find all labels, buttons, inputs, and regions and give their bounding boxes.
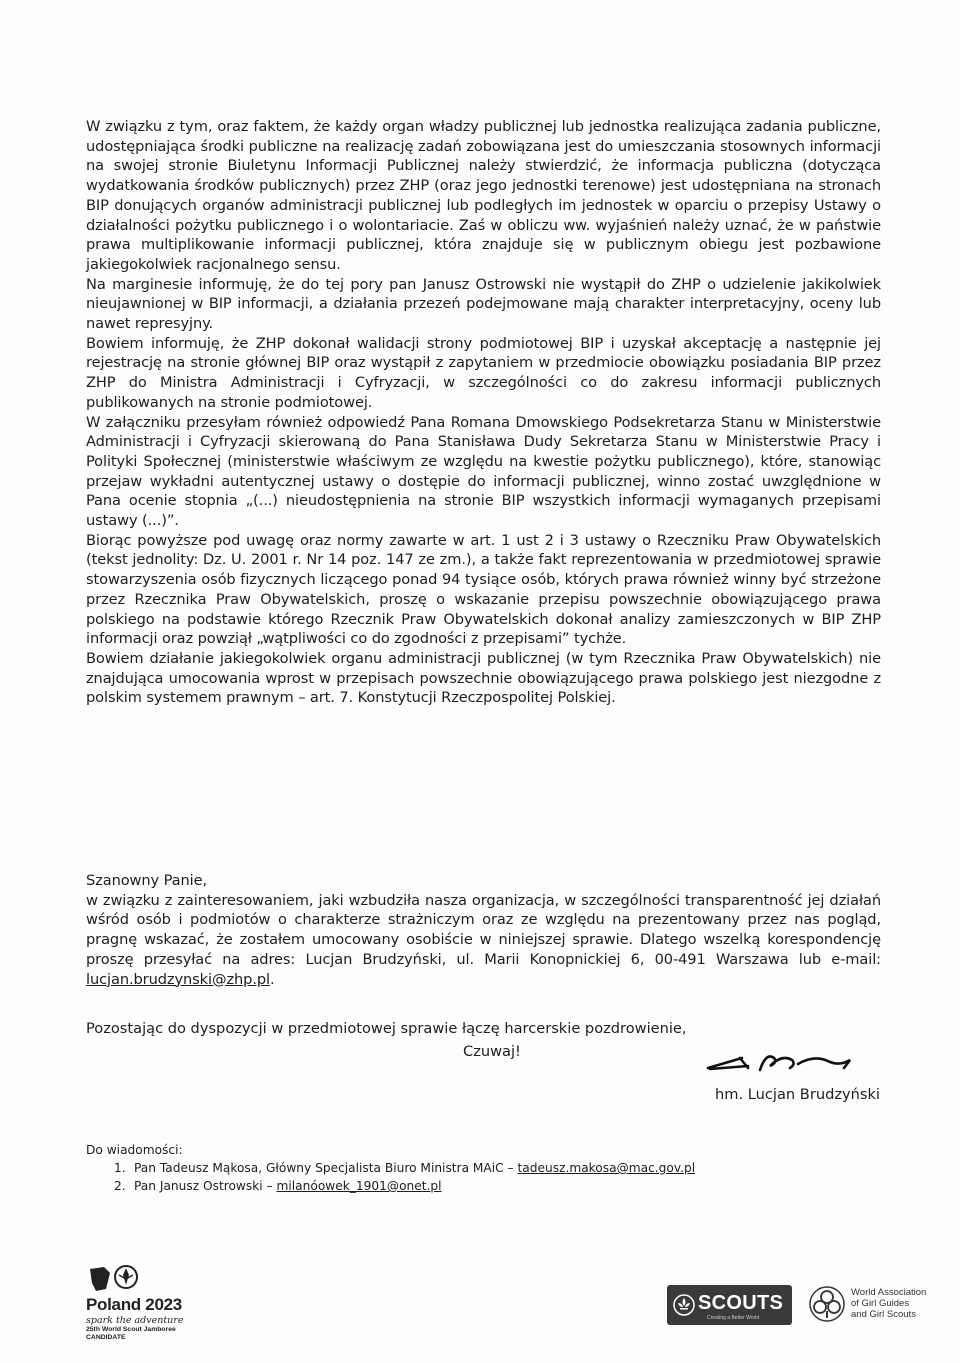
cc-text: Pan Janusz Ostrowski –	[134, 1179, 277, 1193]
paragraph: Bowiem informuję, że ZHP dokonał walidacji strony podmiotowej BIP i uzyskał akceptację a następnie jej rejestrację na stronie głównej BIP oraz wystąpił z zapytaniem w przedmiocie obowiązku posiadania BIP przez ZHP do Ministra Administracji i Cyfryzacji, w szczególności co do zakresu informacji publicznych publikowanych na stronie podmiotowej.	[86, 334, 881, 411]
cc-list	[86, 1141, 695, 1195]
wagggs-line: and Girl Scouts	[851, 1309, 916, 1320]
letter-body	[86, 117, 881, 708]
jamboree-logo	[86, 1263, 216, 1348]
regards-line: Pozostając do dyspozycji w przedmiotowej sprawie łączę harcerskie pozdrowienie,	[86, 1020, 687, 1037]
closing-text: w związku z zainteresowaniem, jaki wzbudziła nasza organizacja, w szczególności transparentność jej działań wśród osób i podmiotów o charakterze strażniczym oraz ze względu na prezentowany przez nas pogląd, pragnę wskazać, że zostałem umocowany osobiście w niniejszej sprawie. Dlatego wszelką korespondencję proszę przesyłać na adres: Lucjan Brudzyński, ul. Marii Konopnickiej 6, 00-491 Warszawa lub e-mail:	[86, 891, 881, 968]
jamboree-sub-line: 25th World Scout Jamboree	[86, 1326, 176, 1333]
cc-heading: Do wiadomości:	[86, 1143, 183, 1157]
list-item	[114, 1177, 695, 1195]
jamboree-title: Poland 2023	[86, 1295, 182, 1314]
closing-end: .	[269, 970, 275, 988]
closing-paragraph	[86, 891, 881, 990]
signer-name: hm. Lucjan Brudzyński	[715, 1086, 880, 1103]
scouts-logo	[667, 1285, 792, 1325]
closing-section	[86, 871, 881, 989]
paragraph: W załączniku przesyłam również odpowiedź Pana Romana Dmowskiego Podsekretarza Stanu w Ministerstwie Administracji i Cyfryzacji skierowaną do Pana Stanisława Dudy Sekretarza Stanu w Ministerstwie Pracy i Polityki Społecznej (ministerstwie właściwym ze względu na kwestie pożytku publicznego), które, stanowiąc przejaw wykładni autentycznej ustawy o dostępie do informacji publicznej, winno zostać uwzględnione w Pana ocenie stopnia „(...) nieudostępnienia na stronie BIP wszystkich informacji wymaganych przepisami ustawy (...)”.	[86, 413, 881, 530]
greeting-czuwaj: Czuwaj!	[463, 1043, 521, 1060]
contact-email-link[interactable]: lucjan.brudzynski@zhp.pl	[86, 970, 270, 988]
trefoil-icon	[808, 1285, 846, 1323]
paragraph: Bowiem działanie jakiegokolwiek organu administracji publicznej (w tym Rzecznika Praw Obywatelskich) nie znajdująca umocowania wprost w przepisach powszechnie obowiązującego prawa polskiego jest niezgodne z polskim systemem prawnym – art. 7. Konstytucji Rzeczpospolitej Polskiej.	[86, 649, 881, 707]
scouts-tagline: Creating a Better World	[707, 1315, 760, 1321]
wagggs-line: World Association	[851, 1287, 927, 1298]
salutation: Szanowny Panie,	[86, 872, 208, 889]
paragraph: Na marginesie informuję, że do tej pory pan Janusz Ostrowski nie wystąpił do ZHP o udzielenie jakikolwiek nieujawnionej w BIP informacji, a działania przezeń podejmowane mają charakter interpretacyjny, oceny lub nawet represyjny.	[86, 275, 881, 333]
list-item	[114, 1159, 695, 1177]
wagggs-label	[851, 1287, 926, 1320]
wagggs-line: of Girl Guides	[851, 1298, 910, 1309]
jamboree-emblem-icon	[86, 1263, 146, 1293]
cc-text: Pan Tadeusz Mąkosa, Główny Specjalista Biuro Ministra MAiC –	[134, 1161, 518, 1175]
jamboree-slogan: spark the adventure	[86, 1315, 184, 1326]
cc-email-link[interactable]: tadeusz.makosa@mac.gov.pl	[517, 1161, 696, 1175]
paragraph: Biorąc powyższe pod uwagę oraz normy zawarte w art. 1 ust 2 i 3 ustawy o Rzeczniku Praw Obywatelskich (tekst jednolity: Dz. U. 2001 r. Nr 14 poz. 147 ze zm.), a także fakt reprezentowania w przedmiotowej sprawie stowarzyszenia osób fizycznych liczącego ponad 94 tysiące osób, których prawa również winny być strzeżone przez Rzecznika Praw Obywatelskich, proszę o wskazanie przepisu powszechnie obowiązującego prawa polskiego na podstawie którego Rzecznik Praw Obywatelskich dokonał analizy zamieszczonych w BIP ZHP informacji oraz powziął „wątpliwości co do zgodności z przepisami” tychże.	[86, 531, 881, 648]
jamboree-subtitle	[86, 1326, 226, 1341]
list-number: 1.	[114, 1161, 126, 1175]
scouts-label: SCOUTS	[698, 1292, 784, 1314]
paragraph: W związku z tym, oraz faktem, że każdy organ władzy publicznej lub jednostka realizująca zadania publiczne, udostępniająca środki publiczne na realizację zadań zobowiązana jest do umieszczania stosownych informacji na swojej stronie Biuletynu Informacji Publicznej należy stwierdzić, że informacja publiczna (dotycząca wydatkowania środków publicznych) przez ZHP (oraz jego jednostki terenowe) jest udostępniana na stronach BIP donujących organów administracji publicznej lub podległych im jednostek w oparciu o przepisy Ustawy o działalności pożytku publicznego i o wolontariacie. Zaś w obliczu ww. wyjaśnień należy uznać, że w państwie prawa multiplikowanie informacji publicznej, która znajduje się w publicznym obiegu jest pozbawione jakiegokolwiek racjonalnego sensu.	[86, 118, 881, 273]
handwritten-signature	[700, 1046, 860, 1076]
cc-email-link[interactable]: milanóowek_1901@onet.pl	[276, 1179, 442, 1193]
fleur-de-lis-icon	[673, 1294, 695, 1316]
jamboree-sub-line: CANDIDATE	[86, 1333, 126, 1341]
list-number: 2.	[114, 1179, 126, 1193]
footer-logos	[0, 1255, 960, 1355]
